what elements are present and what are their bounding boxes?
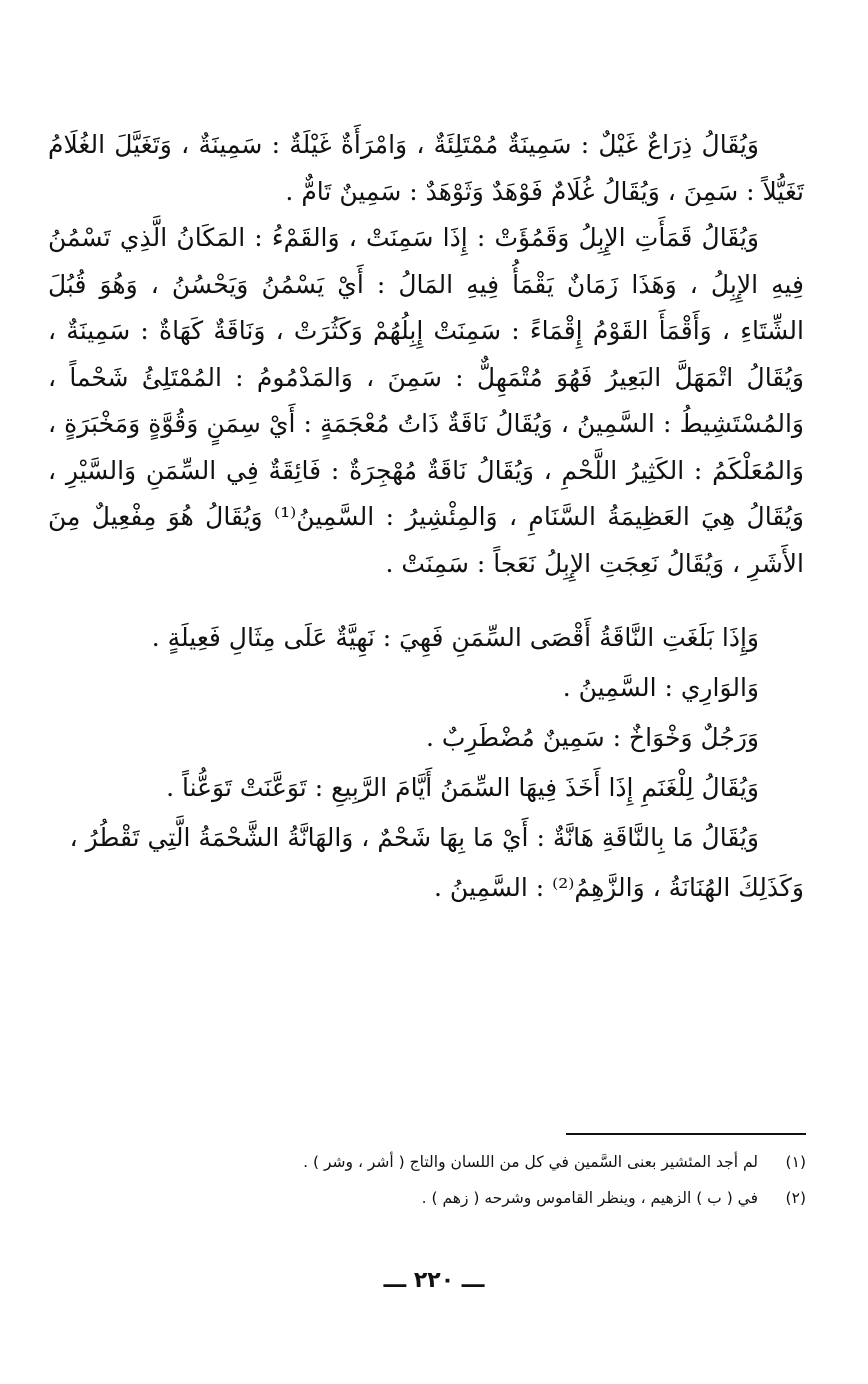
footnote-number: (٢) [785,1189,806,1207]
definition-line-wari: وَالوَارِي : السَّمِينُ . [562,673,759,702]
page-number: ـــ ٢٢٠ ـــ [383,1268,485,1293]
footnotes [60,1144,806,1216]
definition-lines [48,613,804,913]
definition-line-hunana: وَكَذَلِكَ الهُنَانَةُ ، وَالزَّهِمُ⁽²⁾ : السَّمِينُ . [434,873,804,902]
definition-line-nahiyya: وَإِذَا بَلَغَتِ النَّاقَةُ أَقْصَى السِّمَنِ فَهِيَ : نَهِيَّةٌ عَلَى مِثَالِ فَعِيلَةٍ . [151,623,759,652]
footnote-2 [60,1180,806,1216]
definition-line-wakhwakh: وَرَجُلٌ وَخْوَاخٌ : سَمِينٌ مُضْطَرِبٌ . [425,723,759,752]
footnote-1 [60,1144,806,1180]
definition-line-hanna: وَيُقَالُ مَا بِالنَّاقَةِ هَانَّةٌ : أَيْ مَا بِهَا شَحْمٌ ، وَالهَانَّةُ الشَّحْمَةُ الَّتِي تَقْطُرُ ، [69,823,759,852]
footnote-number: (١) [785,1153,806,1171]
footnote-text: في ( ب ) الزهيم ، وينظر القاموس وشرحه ( زهم ) . [421,1189,758,1207]
definition-line-tawaanat: وَيُقَالُ لِلْغَنَمِ إِذَا أَخَذَ فِيهَا السِّمَنُ أَيَّامَ الرَّبِيعِ : تَوَعَّنَتْ تَوَعُّناً . [166,773,759,802]
main-text [48,122,804,913]
footnote-divider [566,1133,806,1135]
paragraph-qama: وَيُقَالُ قَمَأَتِ الإِبِلُ وَقَمُؤَتْ : إِذَا سَمِنَتْ ، وَالقَمْءُ : المَكَانُ الَّذِي تَسْمُنُ فِيهِ الإِبِلُ ، وَهَذَا زَمَانٌ يَقْمَأُ فِيهِ المَالُ : أَيْ يَسْمُنُ وَيَحْسُنُ ، وَهُوَ قُبُلَ الشِّتَاءِ ، وَأَقْمَأَ القَوْمُ إِقْمَاءً : سَمِنَتْ إِبِلُهُمْ وَكَثُرَتْ ، وَنَاقَةٌ كَهَاةٌ : سَمِينَةٌ ، وَيُقَالُ اتْمَهَلَّ البَعِيرُ فَهُوَ مُتْمَهِلٌّ : سَمِنَ ، وَالمَدْمُومُ : المُمْتَلِئُ شَحْماً ، وَالمُسْتَشِيطُ : السَّمِينُ ، وَيُقَالُ نَاقَةٌ ذَاتُ مُعْجَمَةٍ : أَيْ سِمَنٍ وَقُوَّةٍ وَمَخْبَرَةٍ ، وَالمُعَلْكَمُ : الكَثِيرُ اللَّحْمِ ، وَيُقَالُ نَاقَةٌ مُهْجِرَةٌ : فَائِقَةٌ فِي السِّمَنِ وَالسَّيْرِ ، وَيُقَالُ هِيَ العَظِيمَةُ السَّنَامِ ، وَالمِئْشِيرُ : السَّمِينُ⁽¹⁾ وَيُقَالُ هُوَ مِفْعِيلٌ مِنَ الأَشَرِ ، وَيُقَالُ نَعِجَتِ الإِبِلُ نَعَجاً : سَمِنَتْ . [48,223,804,578]
footnote-text: لم أجد المئشير بعنى السَّمين في كل من اللسان والتاج ( أشر ، وشر ) . [303,1153,758,1171]
paragraph-ghayl: وَيُقَالُ ذِرَاعٌ غَيْلٌ : سَمِينَةٌ مُمْتَلِئَةٌ ، وَامْرَأَةٌ غَيْلَةٌ : سَمِينَةٌ ، وَتَغَيَّلَ الغُلَامُ تَغَيُّلاً : سَمِنَ ، وَيُقَالُ غُلَامٌ فَوْهَدٌ وَثَوْهَدٌ : سَمِينٌ تَامٌّ . [48,130,804,206]
